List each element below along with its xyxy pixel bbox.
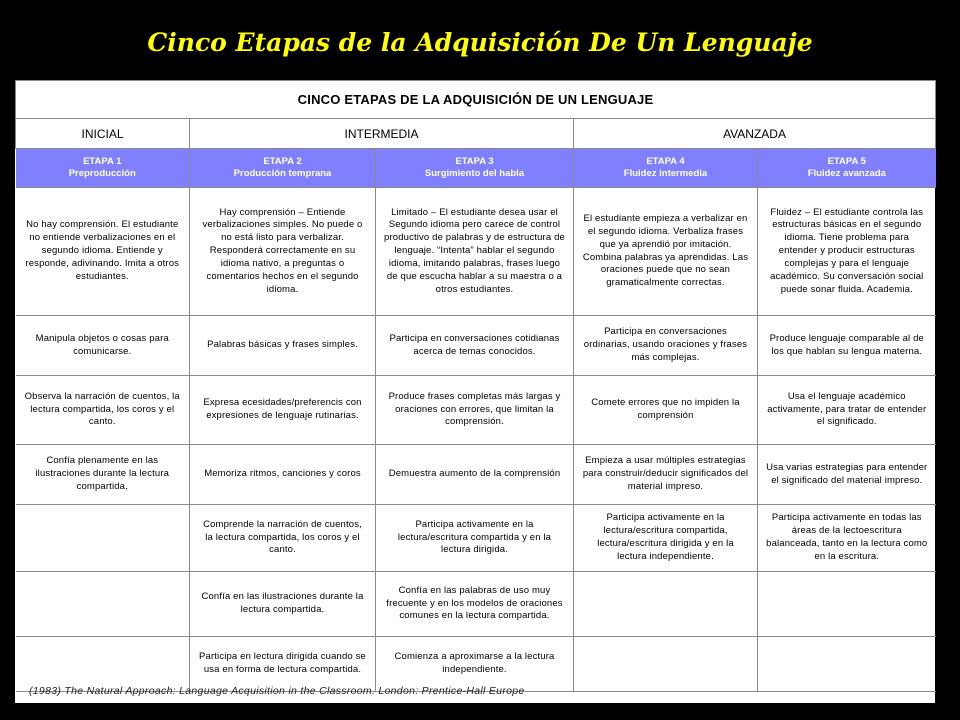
table-cell: Comienza a aproximarse a la lectura independiente. — [376, 637, 574, 692]
table-panel — [15, 80, 935, 703]
level-inicial: INICIAL — [16, 119, 190, 149]
table-cell — [574, 637, 758, 692]
stage-name: Producción temprana — [233, 168, 332, 179]
table-cell — [16, 572, 190, 637]
table-cell: Comprende la narración de cuentos, la lectura compartida, los coros y el canto. — [190, 505, 376, 572]
stage-number: ETAPA 5 — [827, 156, 866, 168]
stage-number: ETAPA 2 — [263, 156, 302, 168]
table-cell: Palabras básicas y frases simples. — [190, 316, 376, 376]
table-row — [16, 376, 936, 445]
table-cell: Confía plenamente en las ilustraciones durante la lectura compartida. — [16, 445, 190, 505]
stage-name: Preproducción — [68, 168, 136, 179]
table-row — [16, 188, 936, 316]
table-heading-row — [16, 81, 936, 119]
table-cell: Fluidez – El estudiante controla las estructuras básicas en el segundo idioma. Tiene problema para entender y producir estructuras complejas y para el lenguaje académico. Su conversación social puede sonar fluida. Academia. — [758, 188, 936, 316]
table-row — [16, 637, 936, 692]
table-cell: Comete errores que no impiden la comprensión — [574, 376, 758, 445]
stage-header-row — [16, 149, 936, 188]
table-cell: Participa en conversaciones cotidianas acerca de temas conocidos. — [376, 316, 574, 376]
stage-header-4 — [574, 149, 758, 188]
table-cell: Confía en las ilustraciones durante la lectura compartida. — [190, 572, 376, 637]
table-cell: Usa el lenguaje académico activamente, para tratar de entender el significado. — [758, 376, 936, 445]
level-intermedia: INTERMEDIA — [190, 119, 574, 149]
stage-header-2 — [190, 149, 376, 188]
table-cell: Observa la narración de cuentos, la lectura compartida, los coros y el canto. — [16, 376, 190, 445]
table-cell — [574, 572, 758, 637]
stage-header-3 — [376, 149, 574, 188]
table-row — [16, 445, 936, 505]
table-cell: Empieza a usar múltiples estrategias para construir/deducir significados del material impreso. — [574, 445, 758, 505]
table-cell: Participa en lectura dirigida cuando se usa en forma de lectura compartida. — [190, 637, 376, 692]
table-heading: CINCO ETAPAS DE LA ADQUISICIÓN DE UN LENGUAJE — [16, 81, 936, 119]
level-avanzada: AVANZADA — [574, 119, 936, 149]
table-row — [16, 505, 936, 572]
table-cell — [16, 505, 190, 572]
table-cell: Participa activamente en la lectura/escritura compartida, lectura/escritura dirigida y en la lectura independiente. — [574, 505, 758, 572]
stage-number: ETAPA 4 — [646, 156, 685, 168]
table-row — [16, 572, 936, 637]
stage-number: ETAPA 3 — [455, 156, 494, 168]
stage-header-1 — [16, 149, 190, 188]
table-cell: Participa activamente en todas las áreas de la lectoescritura balanceada, tanto en la lectura como en la escritura. — [758, 505, 936, 572]
stage-name: Fluidez intermedia — [623, 168, 708, 179]
table-cell: Expresa ecesidades/preferencis con expresiones de lenguaje rutinarias. — [190, 376, 376, 445]
table-cell: Usa varias estrategias para entender el significado del material impreso. — [758, 445, 936, 505]
stage-name: Surgimiento del habla — [424, 168, 525, 179]
table-cell: Participa activamente en la lectura/escritura compartida y en la lectura dirigida. — [376, 505, 574, 572]
table-cell: Manipula objetos o cosas para comunicarse. — [16, 316, 190, 376]
table-cell: El estudiante empieza a verbalizar en el segundo idioma. Verbaliza frases que ya aprendió por imitación. Combina palabras ya aprendidas. Las oraciones puede que no sean gramaticalmente correctas. — [574, 188, 758, 316]
table-cell: Limitado – El estudiante desea usar el Segundo idioma pero carece de control productivo de palabras y de estructura de lenguaje. “Intenta” hablar el segundo idioma, imitando palabras, frases luego de que escucha hablar a su maestra o a otros estudiantes. — [376, 188, 574, 316]
stages-table — [15, 80, 936, 692]
table-cell — [758, 637, 936, 692]
table-cell: Demuestra aumento de la comprensión — [376, 445, 574, 505]
slide-title: Cinco Etapas de la Adquisición De Un Lenguaje — [147, 28, 813, 57]
stage-number: ETAPA 1 — [83, 156, 122, 168]
table-cell: Memoriza ritmos, canciones y coros — [190, 445, 376, 505]
table-cell: No hay comprensión. El estudiante no entiende verbalizaciones en el segundo idioma. Entiende y responde, adivinando. Imita a otros estudiantes. — [16, 188, 190, 316]
table-cell — [16, 637, 190, 692]
table-cell — [758, 572, 936, 637]
table-cell: Participa en conversaciones ordinarias, usando oraciones y frases más complejas. — [574, 316, 758, 376]
table-cell: Hay comprensión – Entiende verbalizaciones simples. No puede o no está listo para verbalizar. Responderá correctamente en su idioma nativo, a preguntas o comentarios hechos en el segundo idioma. — [190, 188, 376, 316]
table-cell: Confía en las palabras de uso muy frecuente y en los modelos de oraciones comunes en la lectura compartida. — [376, 572, 574, 637]
table-cell: Produce frases completas más largas y oraciones con errores, que limitan la comprensión. — [376, 376, 574, 445]
citation: (1983) The Natural Approach: Language Acquisition in the Classroom. London: Prentice-Hall Europe — [29, 685, 525, 697]
stage-name: Fluidez avanzada — [807, 168, 886, 179]
level-row — [16, 119, 936, 149]
stage-header-5 — [758, 149, 936, 188]
table-row — [16, 316, 936, 376]
table-cell: Produce lenguaje comparable al de los que hablan su lengua materna. — [758, 316, 936, 376]
